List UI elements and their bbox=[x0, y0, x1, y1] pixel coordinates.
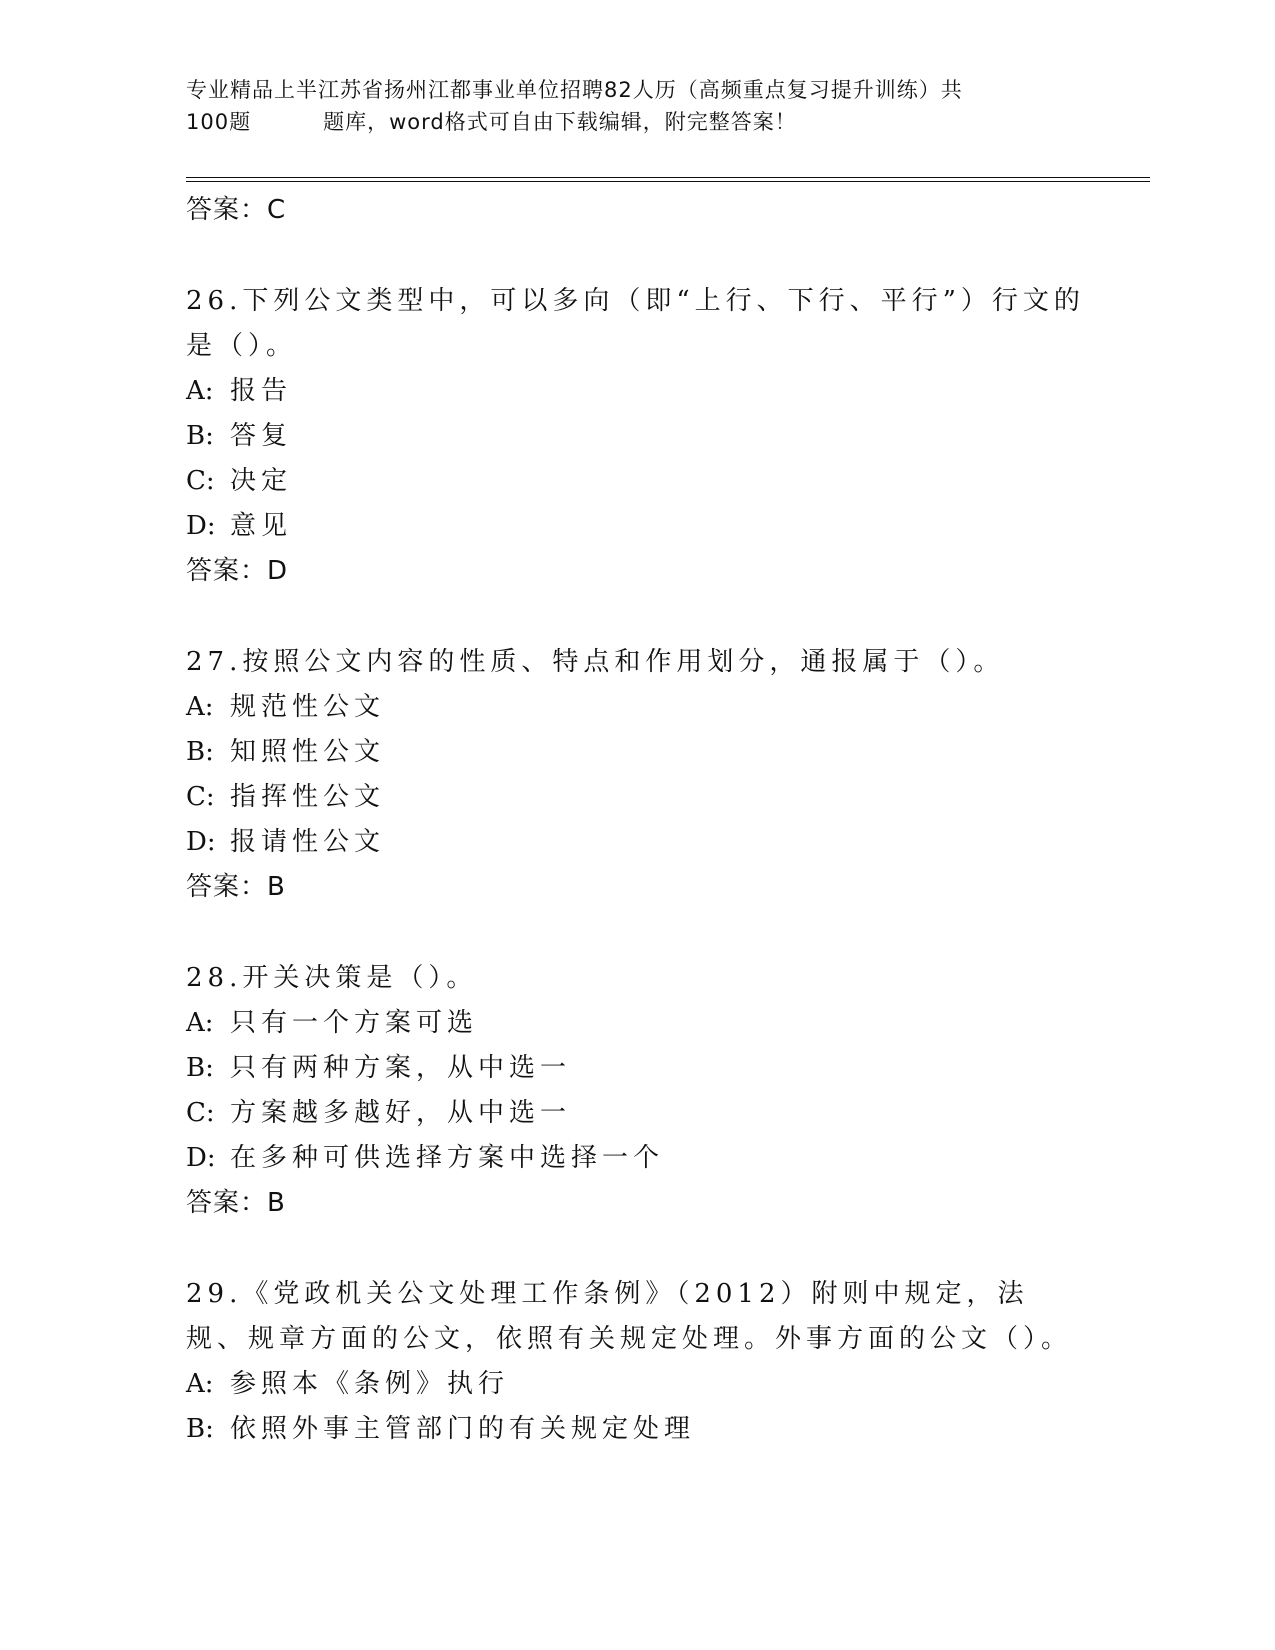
option-letter: D: bbox=[186, 511, 216, 541]
header-line-2 bbox=[186, 110, 797, 134]
option-letter: D: bbox=[186, 1143, 216, 1173]
option-b bbox=[186, 414, 1086, 459]
previous-answer: 答案：C bbox=[186, 195, 287, 225]
question-29 bbox=[186, 1272, 1086, 1452]
question-list bbox=[186, 188, 1086, 1452]
option-letter: A: bbox=[186, 692, 214, 722]
option-text: 指挥性公文 bbox=[230, 782, 386, 812]
option-letter: A: bbox=[186, 1008, 214, 1038]
option-a bbox=[186, 369, 1086, 414]
question-text: 26.下列公文类型中，可以多向（即“上行、下行、平行”）行文的是（）。 bbox=[186, 286, 1085, 361]
question-27 bbox=[186, 640, 1086, 910]
question-text: 27.按照公文内容的性质、特点和作用划分，通报属于（）。 bbox=[186, 647, 1005, 677]
option-text: 意见 bbox=[230, 511, 293, 541]
option-letter: B: bbox=[186, 1414, 214, 1444]
option-letter: A: bbox=[186, 376, 214, 406]
option-letter: B: bbox=[186, 1053, 214, 1083]
option-text: 依照外事主管部门的有关规定处理 bbox=[230, 1414, 696, 1444]
header-divider-bottom bbox=[186, 181, 1150, 182]
answer: 答案：D bbox=[186, 556, 289, 586]
option-text: 参照本《条例》执行 bbox=[230, 1369, 510, 1399]
header-line-2-text: 题库，word格式可自由下载编辑，附完整答案！ bbox=[323, 110, 797, 134]
question-text: 28.开关决策是（）。 bbox=[186, 963, 478, 993]
option-b bbox=[186, 730, 1086, 775]
question-26 bbox=[186, 279, 1086, 594]
option-d bbox=[186, 1136, 1086, 1181]
option-b bbox=[186, 1046, 1086, 1091]
option-b bbox=[186, 1407, 1086, 1452]
option-text: 规范性公文 bbox=[230, 692, 386, 722]
option-text: 答复 bbox=[230, 421, 293, 451]
option-d bbox=[186, 504, 1086, 549]
option-letter: B: bbox=[186, 737, 214, 767]
option-text: 只有两种方案，从中选一 bbox=[230, 1053, 572, 1083]
answer: 答案：B bbox=[186, 872, 286, 902]
header-line-1: 专业精品上半江苏省扬州江都事业单位招聘82人历（高频重点复习提升训练）共 bbox=[186, 78, 963, 102]
answer: 答案：B bbox=[186, 1188, 286, 1218]
option-a bbox=[186, 1362, 1086, 1407]
question-28 bbox=[186, 956, 1086, 1226]
option-c bbox=[186, 1091, 1086, 1136]
option-letter: C: bbox=[186, 466, 215, 496]
option-letter: C: bbox=[186, 782, 215, 812]
option-text: 在多种可供选择方案中选择一个 bbox=[230, 1143, 665, 1173]
option-letter: C: bbox=[186, 1098, 215, 1128]
option-a bbox=[186, 685, 1086, 730]
option-text: 只有一个方案可选 bbox=[230, 1008, 479, 1038]
option-text: 决定 bbox=[230, 466, 293, 496]
option-text: 知照性公文 bbox=[230, 737, 386, 767]
header-divider-top bbox=[186, 177, 1150, 178]
document-header bbox=[186, 74, 1086, 138]
option-letter: D: bbox=[186, 827, 216, 857]
header-line-2-count: 100题 bbox=[186, 110, 252, 134]
option-letter: A: bbox=[186, 1369, 214, 1399]
option-d bbox=[186, 820, 1086, 865]
option-a bbox=[186, 1001, 1086, 1046]
option-c bbox=[186, 775, 1086, 820]
option-letter: B: bbox=[186, 421, 214, 451]
option-text: 报告 bbox=[230, 376, 293, 406]
option-c bbox=[186, 459, 1086, 504]
option-text: 方案越多越好，从中选一 bbox=[230, 1098, 572, 1128]
option-text: 报请性公文 bbox=[230, 827, 386, 857]
question-text: 29.《党政机关公文处理工作条例》（2012）附则中规定，法规、规章方面的公文，依照有关规定处理。外事方面的公文（）。 bbox=[186, 1279, 1073, 1354]
